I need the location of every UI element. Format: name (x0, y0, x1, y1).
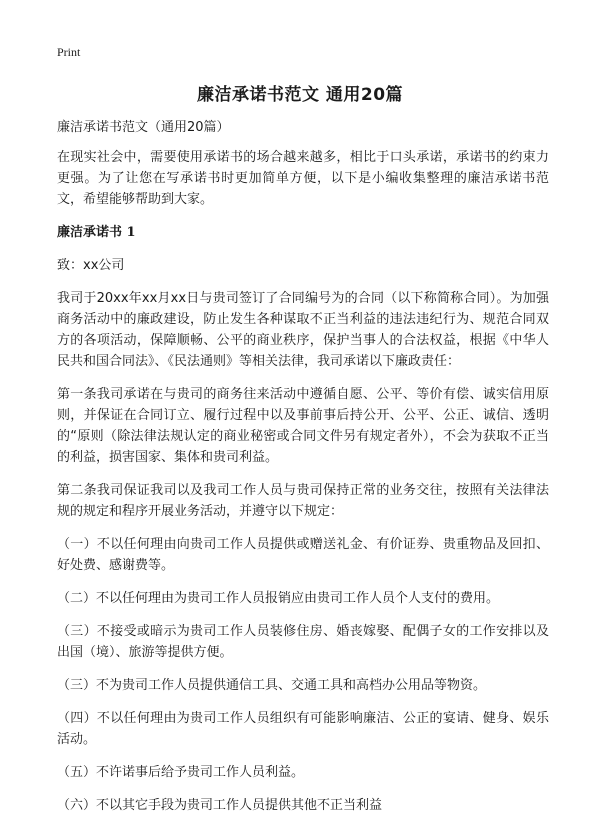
list-item: （六）不以其它手段为贵司工作人员提供其他不正当利益 (57, 798, 383, 813)
print-link[interactable]: Print (57, 45, 81, 59)
list-item: （二）不以任何理由为贵司工作人员报销应由贵司工作人员个人支付的费用。 (57, 591, 500, 606)
intro-paragraph: 在现实社会中，需要使用承诺书的场合越来越多，相比于口头承诺，承诺书的约束力更强。为了让您在写承诺书时更加简单方便，以下是小编收集整理的廉洁承诺书范文，希望能够帮助到大家。 (57, 150, 549, 207)
list-item: （四）不以任何理由为贵司工作人员组织有可能影响廉洁、公正的宴请、健身、娱乐活动。 (57, 711, 549, 747)
salutation: 致：xx公司 (57, 258, 125, 273)
list-item: （三）不接受或暗示为贵司工作人员装修住房、婚丧嫁娶、配偶子女的工作安排以及出国（境）、旅游等提供方便。 (57, 624, 549, 660)
body-paragraph: 我司于20xx年xx月xx日与贵司签订了合同编号为的合同（以下称简称合同）。为加强商务活动中的廉政建设，防止发生各种谋取不正当利益的违法违纪行为、规范合同双方的各项活动，保障顺畅、公平的商业秩序，保护当事人的合法权益，根据《中华人民共和国合同法》、《民法通则》等相关法律，我司承诺以下廉政责任： (57, 291, 549, 369)
body-paragraph: 第一条我司承诺在与贵司的商务往来活动中遵循自愿、公平、等价有偿、诚实信用原则，并保证在合同订立、履行过程中以及事前事后持公开、公平、公正、诚信、透明的“原则（除法律法规认定的商业秘密或合同文件另有规定者外），不会为获取不正当的利益，损害国家、集体和贵司利益。 (57, 387, 549, 465)
document-subtitle: 廉洁承诺书范文（通用20篇） (57, 120, 230, 135)
list-item: （三）不为贵司工作人员提供通信工具、交通工具和高档办公用品等物资。 (57, 678, 487, 693)
body-paragraph: 第二条我司保证我司以及我司工作人员与贵司保持正常的业务交往，按照有关法律法规的规定和程序开展业务活动，并遵守以下规定： (57, 483, 549, 519)
section-heading: 廉洁承诺书 1 (57, 225, 136, 240)
list-item: （一）不以任何理由向贵司工作人员提供或赠送礼金、有价证券、贵重物品及回扣、好处费、感谢费等。 (57, 537, 549, 573)
document-body (57, 117, 549, 828)
list-item: （五）不许诺事后给予贵司工作人员利益。 (57, 765, 305, 780)
page-title: 廉洁承诺书范文 通用20篇 (196, 85, 404, 105)
